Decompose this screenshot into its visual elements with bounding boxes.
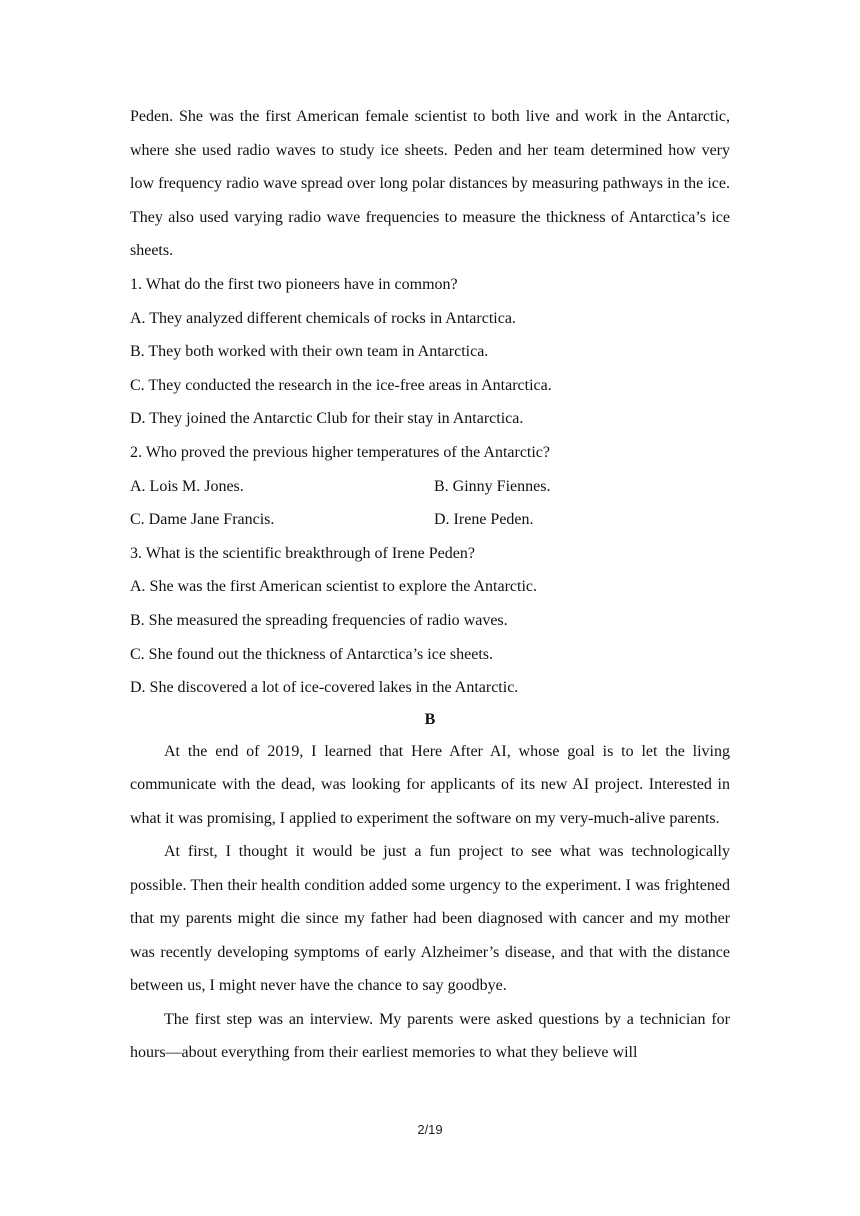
question-2-options-row-1: [130, 470, 730, 504]
question-1-option-c: C. They conducted the research in the ice-free areas in Antarctica.: [130, 376, 552, 394]
section-b-title: B: [424, 710, 436, 728]
section-b-paragraph-3: The first step was an interview. My parents were asked questions by a technician for hours—about everything from their earliest memories to what they believe will: [130, 1010, 730, 1062]
question-1-stem: 1. What do the first two pioneers have in common?: [130, 276, 458, 293]
question-2-option-b: B. Ginny Fiennes.: [434, 477, 551, 495]
question-1: [130, 268, 730, 436]
question-3-stem: 3. What is the scientific breakthrough of Irene Peden?: [130, 544, 475, 562]
question-3-option-c: C. She found out the thickness of Antarctica’s ice sheets.: [130, 645, 494, 663]
question-2-stem: 2. Who proved the previous higher temperatures of the Antarctic?: [130, 443, 551, 461]
section-b-paragraph-2: At first, I thought it would be just a fun project to see what was technologically possible. Then their health condition added some urgency to the experiment. I was frightened that my parents might die since my father had been diagnosed with cancer and my mother was recently developing symptoms of early Alzheimer’s disease, and that with the distance between us, I might never have the chance to say goodbye.: [130, 843, 730, 995]
question-1-option-d: D. They joined the Antarctic Club for their stay in Antarctica.: [130, 410, 524, 428]
passage-a-ending: Peden. She was the first American female scientist to both live and work in the Antarctic, where she used radio waves to study ice sheets. Peden and her team determined how very low frequency radio wave spread over long polar distances by measuring pathways in the ice. They also used varying radio wave frequencies to measure the thickness of Antarctica’s ice sheets.: [130, 108, 730, 259]
page-number: 2/19: [417, 1122, 443, 1137]
question-3-option-d: D. She discovered a lot of ice-covered lakes in the Antarctic.: [130, 679, 519, 697]
question-2-option-a: A. Lois M. Jones.: [130, 477, 244, 495]
page-content: [130, 100, 730, 1070]
question-1-option-a: A. They analyzed different chemicals of rocks in Antarctica.: [130, 309, 516, 327]
question-2: [130, 436, 730, 537]
question-2-options-row-2: [130, 503, 730, 537]
question-2-option-c: C. Dame Jane Francis.: [130, 511, 275, 529]
question-2-option-d: D. Irene Peden.: [434, 511, 534, 529]
question-3-option-a: A. She was the first American scientist to explore the Antarctic.: [130, 578, 537, 596]
question-3-option-b: B. She measured the spreading frequencies of radio waves.: [130, 611, 508, 629]
question-1-option-b: B. They both worked with their own team in Antarctica.: [130, 343, 489, 361]
question-3: [130, 537, 730, 705]
section-b-paragraph-1: At the end of 2019, I learned that Here After AI, whose goal is to let the living communicate with the dead, was looking for applicants of its new AI project. Interested in what it was promising, I applied to experiment the software on my very-much-alive parents.: [130, 742, 730, 827]
